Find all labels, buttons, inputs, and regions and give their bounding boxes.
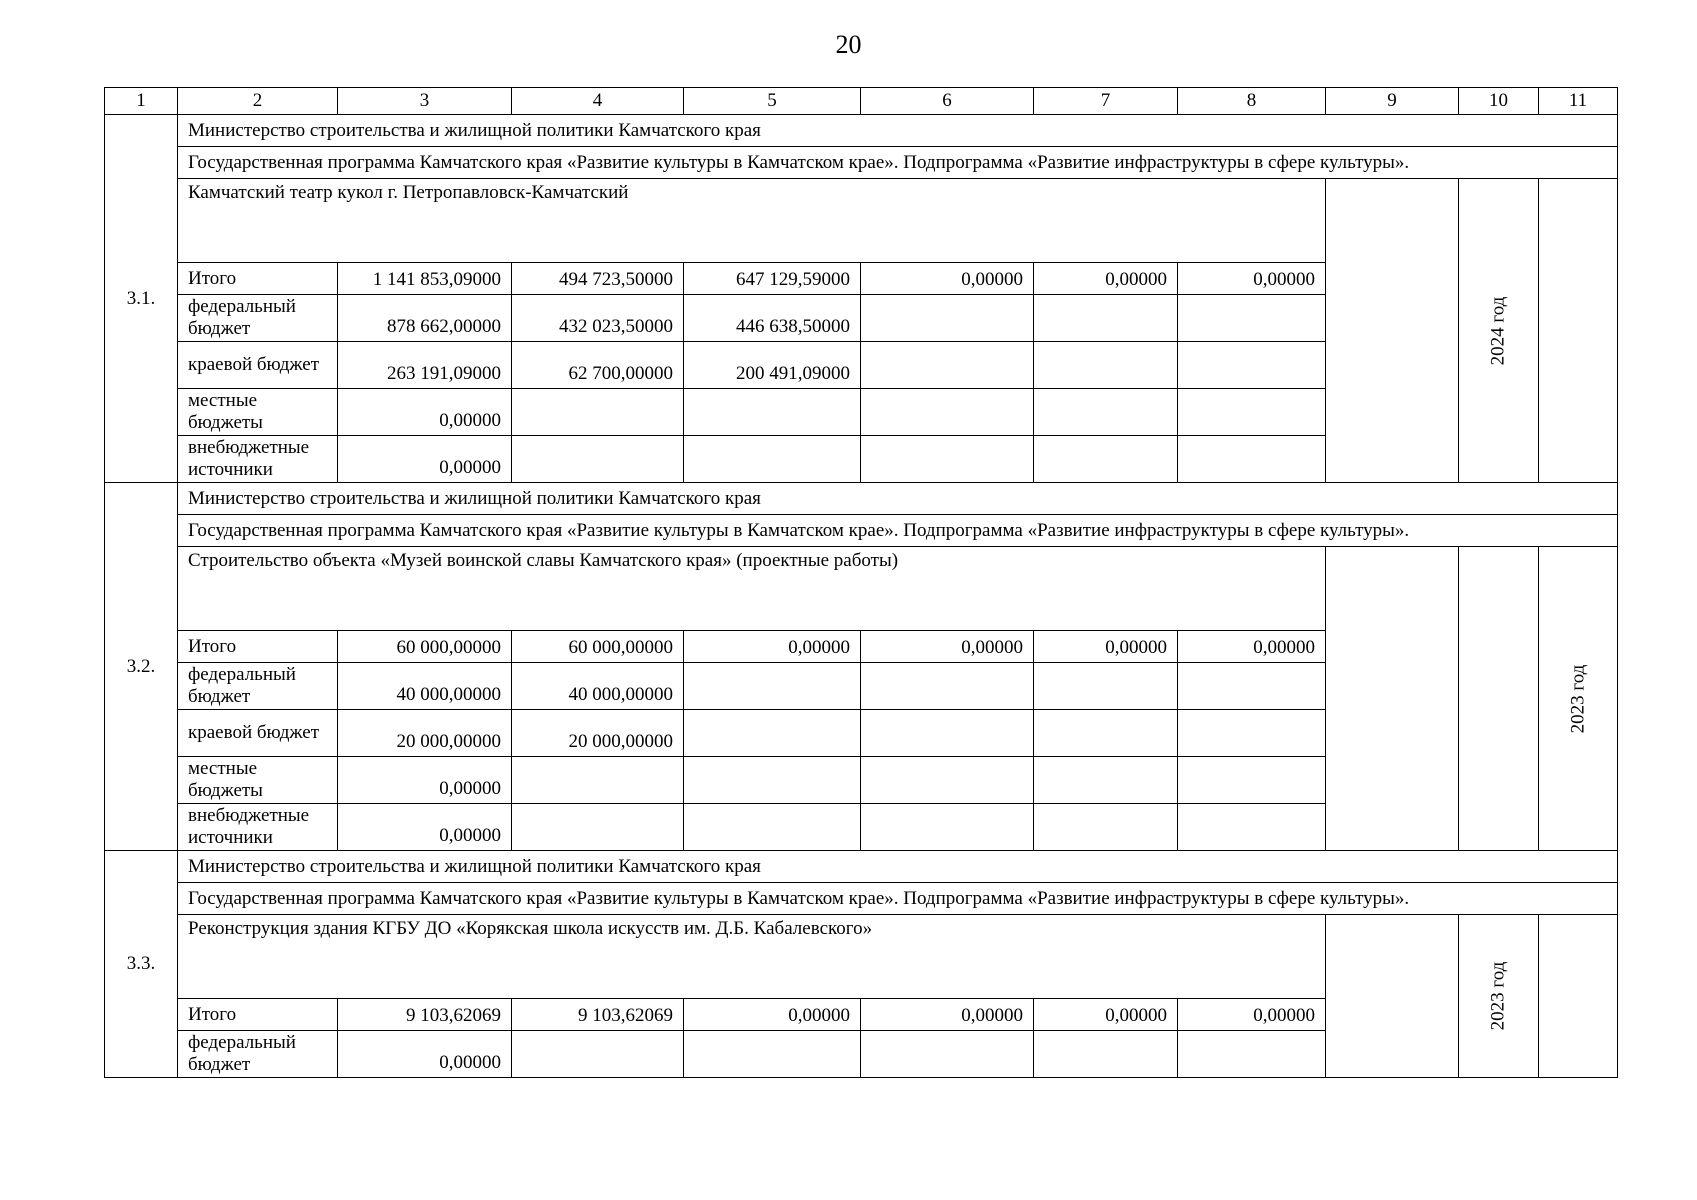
amount-cell — [861, 804, 1034, 851]
header-cell-10: 10 — [1459, 88, 1539, 115]
year-col11-cell — [1539, 179, 1618, 483]
amount-cell — [1034, 663, 1178, 710]
year-col11-text: 2023 год — [1566, 664, 1588, 733]
amount-cell — [1178, 757, 1326, 804]
amount-cell: 0,00000 — [338, 1031, 512, 1078]
section-program-row — [105, 147, 1618, 179]
section-object-row — [105, 547, 1618, 631]
amount-cell: 0,00000 — [1034, 263, 1178, 295]
program-name: Государственная программа Камчатского края «Развитие культуры в Камчатском крае». Подпрограмма «Развитие инфраструктуры в сфере культуры». — [178, 147, 1618, 179]
amount-cell: 20 000,00000 — [512, 710, 684, 757]
ministry-name: Министерство строительства и жилищной политики Камчатского края — [178, 851, 1618, 883]
header-cell-1: 1 — [105, 88, 178, 115]
amount-cell: 494 723,50000 — [512, 263, 684, 295]
amount-cell: 40 000,00000 — [512, 663, 684, 710]
page-number: 20 — [835, 30, 862, 59]
amount-cell: 0,00000 — [338, 804, 512, 851]
amount-cell: 446 638,50000 — [684, 295, 861, 342]
funding-source-label: Итого — [178, 631, 338, 663]
amount-cell — [1178, 1031, 1326, 1078]
amount-cell: 9 103,62069 — [338, 999, 512, 1031]
year-col10-text: 2024 год — [1487, 296, 1509, 365]
header-cell-4: 4 — [512, 88, 684, 115]
amount-cell: 62 700,00000 — [512, 342, 684, 389]
funding-source-label: Итого — [178, 999, 338, 1031]
col9-cell — [1326, 547, 1459, 851]
amount-cell: 0,00000 — [338, 757, 512, 804]
section-number: 3.2. — [105, 483, 178, 851]
ministry-name: Министерство строительства и жилищной политики Камчатского края — [178, 115, 1618, 147]
amount-cell — [1034, 804, 1178, 851]
amount-cell: 0,00000 — [1034, 999, 1178, 1031]
funding-source-label: федеральный бюджет — [178, 295, 338, 342]
amount-cell — [861, 295, 1034, 342]
amount-cell — [1178, 342, 1326, 389]
funding-source-label: краевой бюджет — [178, 342, 338, 389]
amount-cell: 647 129,59000 — [684, 263, 861, 295]
header-cell-5: 5 — [684, 88, 861, 115]
amount-cell: 0,00000 — [1178, 631, 1326, 663]
header-cell-8: 8 — [1178, 88, 1326, 115]
amount-cell — [1178, 295, 1326, 342]
funding-source-label: федеральный бюджет — [178, 663, 338, 710]
amount-cell — [1034, 342, 1178, 389]
header-cell-9: 9 — [1326, 88, 1459, 115]
amount-cell: 1 141 853,09000 — [338, 263, 512, 295]
amount-cell: 60 000,00000 — [512, 631, 684, 663]
amount-cell: 0,00000 — [338, 389, 512, 436]
amount-cell — [512, 436, 684, 483]
program-name: Государственная программа Камчатского края «Развитие культуры в Камчатском крае». Подпрограмма «Развитие инфраструктуры в сфере культуры». — [178, 515, 1618, 547]
amount-cell: 0,00000 — [338, 436, 512, 483]
amount-cell — [861, 436, 1034, 483]
amount-cell — [1178, 710, 1326, 757]
amount-cell — [684, 436, 861, 483]
amount-cell: 878 662,00000 — [338, 295, 512, 342]
section-number: 3.3. — [105, 851, 178, 1078]
budget-table — [104, 87, 1618, 1078]
amount-cell — [512, 757, 684, 804]
year-col10-cell — [1459, 915, 1539, 1078]
table-body — [105, 88, 1618, 1078]
amount-cell — [861, 757, 1034, 804]
amount-cell: 0,00000 — [861, 263, 1034, 295]
header-row — [105, 88, 1618, 115]
amount-cell — [861, 710, 1034, 757]
year-col11-cell — [1539, 547, 1618, 851]
amount-cell — [684, 1031, 861, 1078]
section-program-row — [105, 515, 1618, 547]
amount-cell — [1178, 663, 1326, 710]
amount-cell — [861, 389, 1034, 436]
amount-cell — [1034, 389, 1178, 436]
program-name: Государственная программа Камчатского края «Развитие культуры в Камчатском крае». Подпрограмма «Развитие инфраструктуры в сфере культуры». — [178, 883, 1618, 915]
year-col10-cell — [1459, 179, 1539, 483]
funding-source-label: внебюджетные источники — [178, 804, 338, 851]
amount-cell — [1034, 436, 1178, 483]
col9-cell — [1326, 915, 1459, 1078]
amount-cell — [1178, 436, 1326, 483]
funding-source-label: федеральный бюджет — [178, 1031, 338, 1078]
year-col10-cell — [1459, 547, 1539, 851]
section-number: 3.1. — [105, 115, 178, 483]
funding-source-label: местные бюджеты — [178, 757, 338, 804]
funding-source-label: местные бюджеты — [178, 389, 338, 436]
amount-cell — [512, 1031, 684, 1078]
amount-cell — [512, 389, 684, 436]
header-cell-7: 7 — [1034, 88, 1178, 115]
section-ministry-row — [105, 115, 1618, 147]
amount-cell: 60 000,00000 — [338, 631, 512, 663]
amount-cell: 40 000,00000 — [338, 663, 512, 710]
object-name: Камчатский театр кукол г. Петропавловск-Камчатский — [178, 179, 1326, 263]
amount-cell: 0,00000 — [1178, 999, 1326, 1031]
header-cell-6: 6 — [861, 88, 1034, 115]
section-program-row — [105, 883, 1618, 915]
object-name: Реконструкция здания КГБУ ДО «Корякская школа искусств им. Д.Б. Кабалевского» — [178, 915, 1326, 999]
amount-cell: 0,00000 — [861, 999, 1034, 1031]
amount-cell: 0,00000 — [684, 999, 861, 1031]
amount-cell: 0,00000 — [1034, 631, 1178, 663]
ministry-name: Министерство строительства и жилищной политики Камчатского края — [178, 483, 1618, 515]
header-cell-11: 11 — [1539, 88, 1618, 115]
amount-cell — [1034, 710, 1178, 757]
amount-cell — [1034, 1031, 1178, 1078]
object-name: Строительство объекта «Музей воинской славы Камчатского края» (проектные работы) — [178, 547, 1326, 631]
amount-cell — [1178, 804, 1326, 851]
amount-cell — [1034, 295, 1178, 342]
section-object-row — [105, 915, 1618, 999]
amount-cell — [861, 663, 1034, 710]
funding-source-label: Итого — [178, 263, 338, 295]
header-cell-3: 3 — [338, 88, 512, 115]
amount-cell — [1034, 757, 1178, 804]
amount-cell — [684, 804, 861, 851]
funding-source-label: краевой бюджет — [178, 710, 338, 757]
header-cell-2: 2 — [178, 88, 338, 115]
amount-cell: 9 103,62069 — [512, 999, 684, 1031]
year-col11-cell — [1539, 915, 1618, 1078]
amount-cell: 432 023,50000 — [512, 295, 684, 342]
amount-cell: 0,00000 — [861, 631, 1034, 663]
amount-cell — [684, 389, 861, 436]
amount-cell — [684, 757, 861, 804]
amount-cell — [684, 663, 861, 710]
year-col10-text: 2023 год — [1487, 961, 1509, 1031]
amount-cell: 0,00000 — [684, 631, 861, 663]
section-ministry-row — [105, 483, 1618, 515]
col9-cell — [1326, 179, 1459, 483]
amount-cell — [861, 342, 1034, 389]
amount-cell: 200 491,09000 — [684, 342, 861, 389]
amount-cell: 263 191,09000 — [338, 342, 512, 389]
amount-cell — [512, 804, 684, 851]
funding-source-label: внебюджетные источники — [178, 436, 338, 483]
section-ministry-row — [105, 851, 1618, 883]
amount-cell — [861, 1031, 1034, 1078]
amount-cell — [1178, 389, 1326, 436]
amount-cell: 20 000,00000 — [338, 710, 512, 757]
section-object-row — [105, 179, 1618, 263]
amount-cell: 0,00000 — [1178, 263, 1326, 295]
amount-cell — [684, 710, 861, 757]
